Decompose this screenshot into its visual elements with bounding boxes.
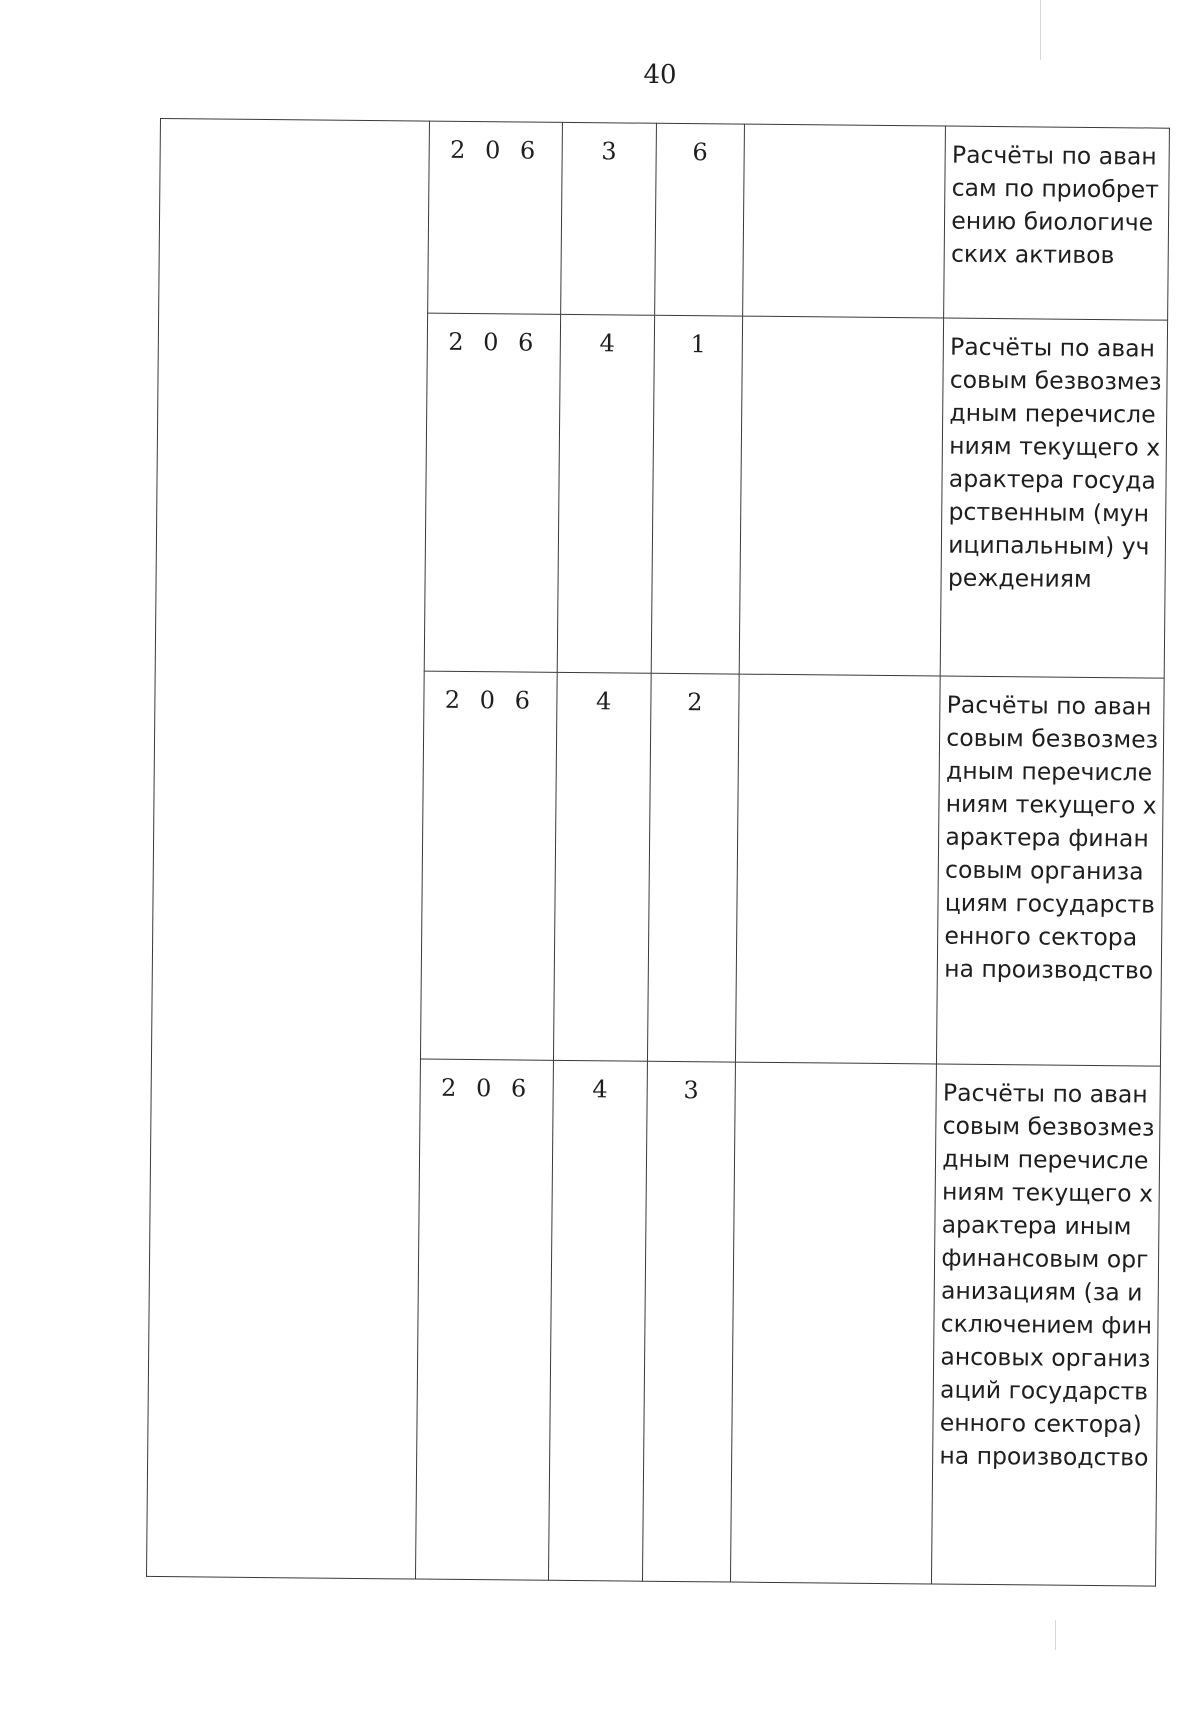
sub-code-cell: 3 bbox=[560, 122, 656, 315]
kind-code-cell: 6 bbox=[654, 123, 744, 316]
scan-artifact-line-bottom bbox=[1055, 1620, 1056, 1650]
accounts-table bbox=[146, 118, 1170, 1587]
code-cell: 2 0 6 bbox=[424, 313, 560, 672]
blank-cell bbox=[735, 674, 940, 1064]
kind-code-cell: 3 bbox=[642, 1061, 735, 1582]
sub-code-cell: 4 bbox=[548, 1060, 647, 1581]
page-number: 40 bbox=[643, 60, 677, 90]
blank-cell bbox=[739, 316, 944, 676]
sub-code-cell: 4 bbox=[553, 672, 651, 1061]
description-cell: Расчёты по авансовым безвозмездным перечислениям текущего характера финансовым организациям государственного сектора на производство bbox=[937, 676, 1164, 1066]
sub-code-cell: 4 bbox=[557, 314, 655, 673]
kind-code-cell: 1 bbox=[651, 315, 742, 674]
blank-cell bbox=[730, 1062, 936, 1584]
description-cell: Расчёты по авансам по приобретению биологических активов bbox=[944, 126, 1170, 320]
code-cell: 2 0 6 bbox=[428, 121, 562, 314]
scan-artifact-line-top bbox=[1040, 0, 1041, 60]
description-cell: Расчёты по авансовым безвозмездным перечислениям текущего характера иным финансовым организациям (за исключением финансовых организаций государственного сектора) на производство bbox=[932, 1064, 1161, 1586]
blank-cell bbox=[743, 124, 946, 318]
code-cell: 2 0 6 bbox=[421, 671, 557, 1060]
table-row bbox=[159, 119, 1170, 321]
empty-merged-cell bbox=[146, 119, 429, 1580]
kind-code-cell: 2 bbox=[647, 673, 739, 1062]
code-cell: 2 0 6 bbox=[416, 1059, 554, 1580]
description-cell: Расчёты по авансовым безвозмездным перечислениям текущего характера государственным (муниципальным) учреждениям bbox=[940, 318, 1167, 678]
